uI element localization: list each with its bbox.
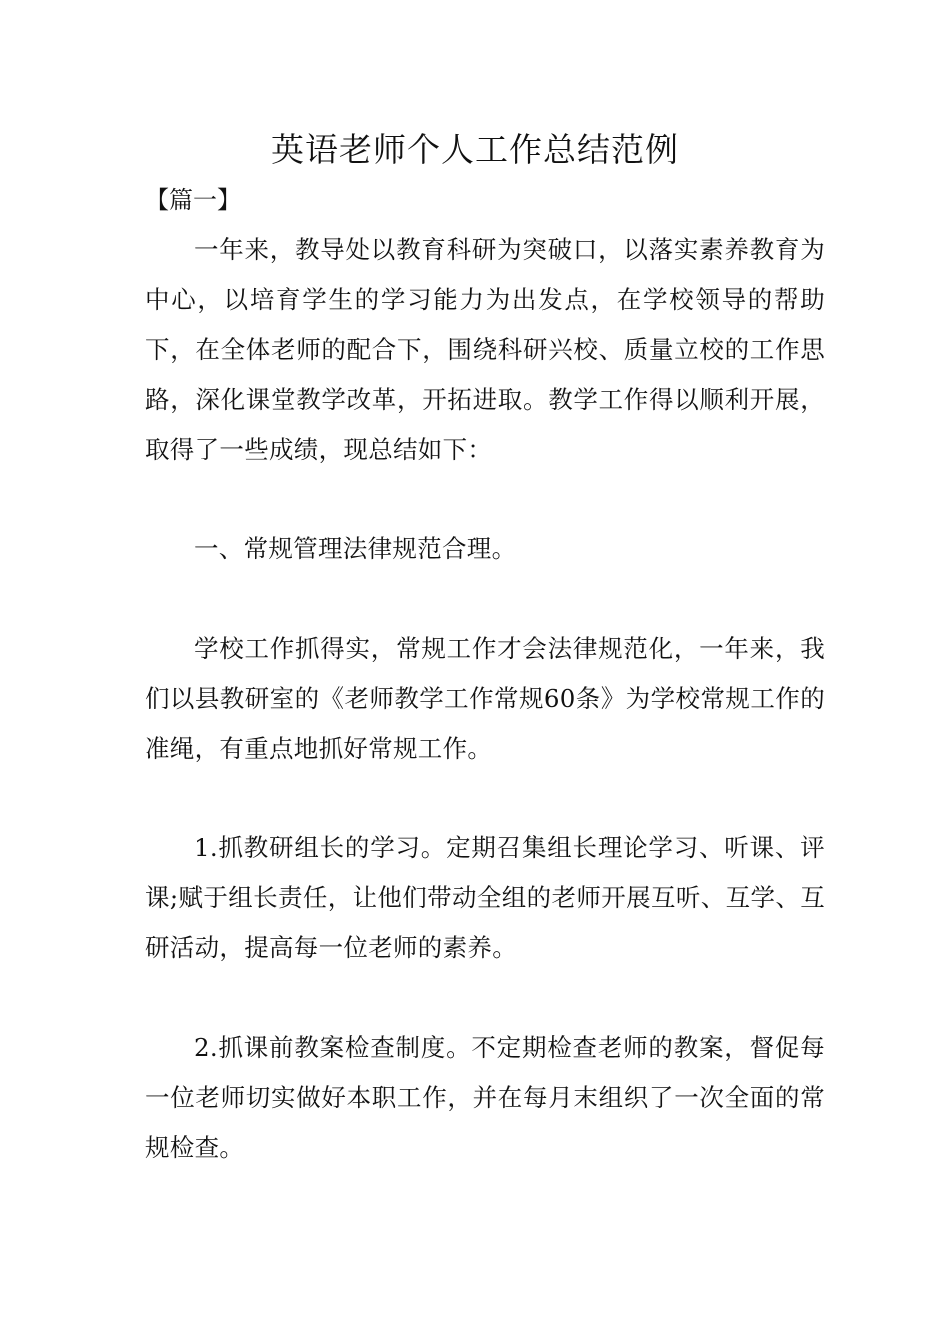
paragraph-item-2: 2.抓课前教案检查制度。不定期检查老师的教案，督促每一位老师切实做好本职工作，并在每月末组织了一次全面的常规检查。 (145, 1033, 825, 1162)
document-title: 英语老师个人工作总结范例 (271, 130, 679, 169)
paragraph-item-1: 1.抓教研组长的学习。定期召集组长理论学习、听课、评课;赋于组长责任，让他们带动全组的老师开展互听、互学、互研活动，提高每一位老师的素养。 (145, 833, 825, 962)
paragraph-heading-1: 一、常规管理法律规范合理。 (194, 534, 517, 563)
paragraph-intro: 一年来，教导处以教育科研为突破口，以落实素养教育为中心，以培育学生的学习能力为出发点，在学校领导的帮助下，在全体老师的配合下，围绕科研兴校、质量立校的工作思路，深化课堂教学改革，开拓进取。教学工作得以顺利开展，取得了一些成绩，现总结如下： (145, 235, 825, 464)
section-label: 【篇一】 (145, 186, 241, 214)
paragraph-routine-work: 学校工作抓得实，常规工作才会法律规范化，一年来，我们以县教研室的《老师教学工作常规60条》为学校常规工作的准绳，有重点地抓好常规工作。 (145, 634, 825, 763)
